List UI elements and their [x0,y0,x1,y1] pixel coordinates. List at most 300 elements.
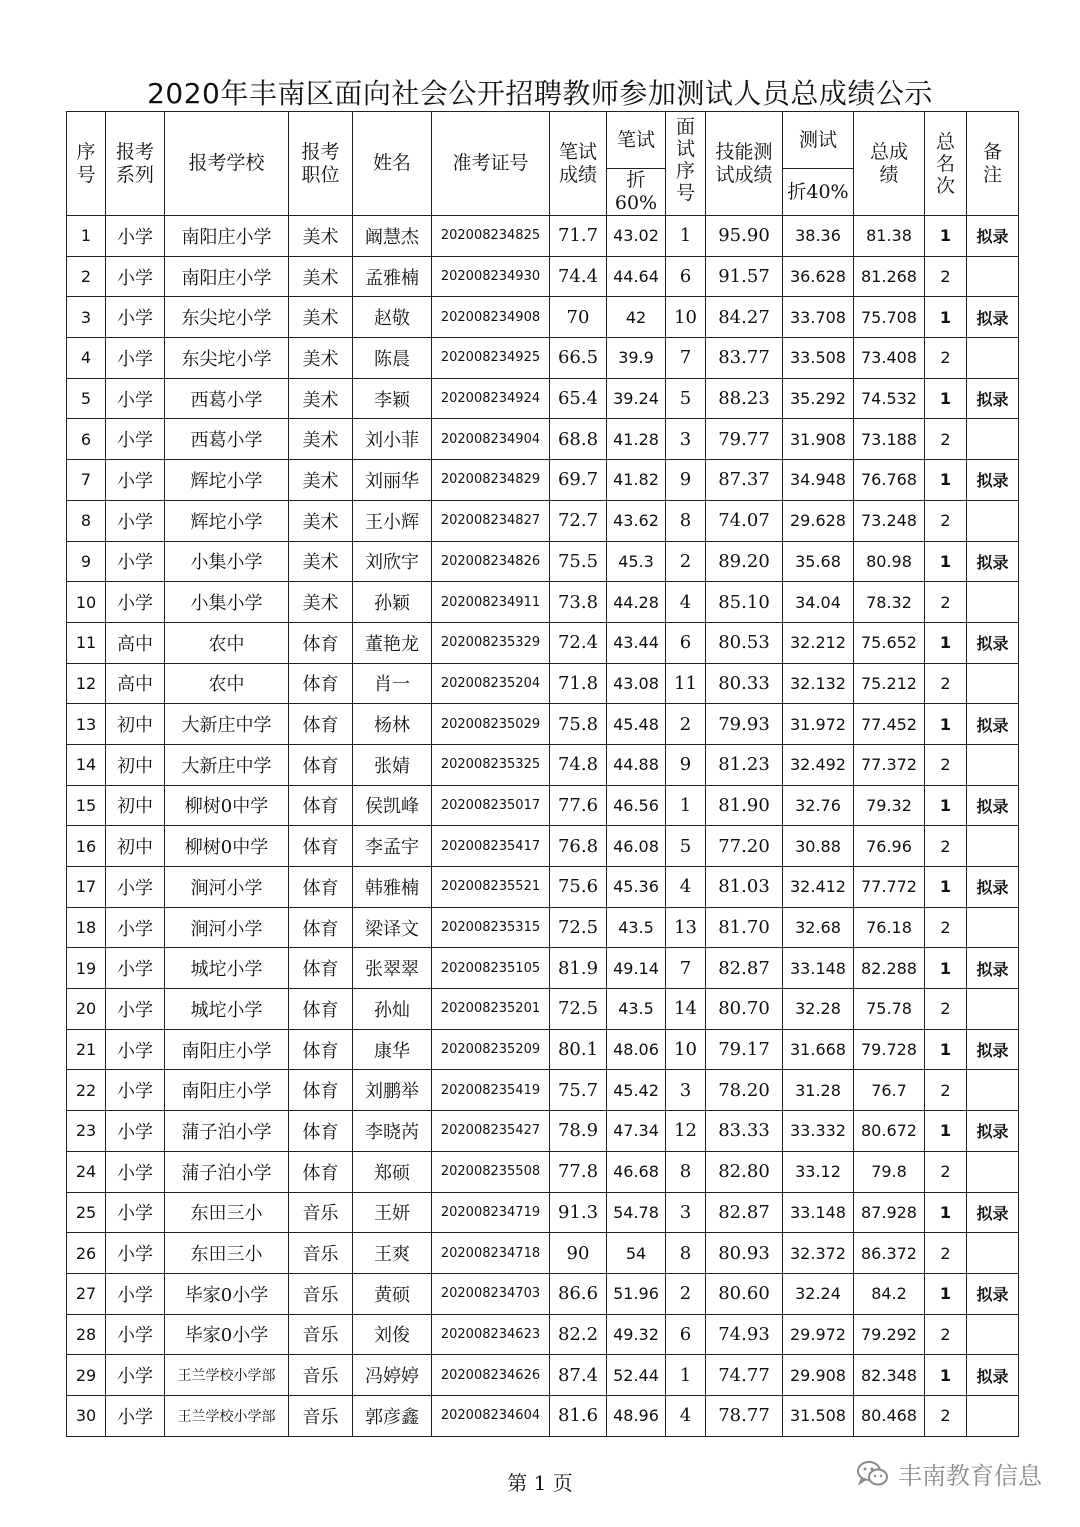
written-score-cell: 69.7 [550,460,607,501]
exam-no-cell: 202008234825 [432,216,550,257]
interview-order-cell: 6 [666,1314,706,1355]
written-score-cell: 81.9 [550,948,607,989]
position-cell: 体育 [289,1029,353,1070]
skill-score-cell: 88.23 [706,378,783,419]
total-cell: 77.772 [854,867,925,908]
position-cell: 体育 [289,948,353,989]
test-40-cell: 31.972 [783,704,854,745]
name-cell: 刘小菲 [353,419,432,460]
seq-cell: 27 [67,1273,106,1314]
header-written-score: 笔试成绩 [550,112,607,216]
rank-cell: 1 [925,378,967,419]
test-40-cell: 38.36 [783,216,854,257]
name-cell: 赵敬 [353,297,432,338]
exam-no-cell: 202008235201 [432,989,550,1030]
header-interview-order-text: 面试序号 [675,116,695,204]
seq-cell: 16 [67,826,106,867]
total-cell: 75.212 [854,663,925,704]
skill-score-cell: 80.93 [706,1233,783,1274]
seq-cell: 3 [67,297,106,338]
rank-cell: 2 [925,1151,967,1192]
written-score-cell: 91.3 [550,1192,607,1233]
name-cell: 杨林 [353,704,432,745]
note-cell: 拟录 [967,541,1019,582]
test-40-cell: 34.04 [783,582,854,623]
school-cell: 东田三小 [165,1233,289,1274]
school-cell: 涧河小学 [165,907,289,948]
written-60-cell: 48.96 [607,1395,666,1436]
position-cell: 美术 [289,500,353,541]
seq-cell: 21 [67,1029,106,1070]
note-cell [967,989,1019,1030]
position-cell: 体育 [289,1151,353,1192]
total-cell: 76.18 [854,907,925,948]
note-cell [967,338,1019,379]
wechat-icon [856,1459,890,1489]
position-cell: 美术 [289,378,353,419]
total-cell: 76.96 [854,826,925,867]
interview-order-cell: 4 [666,1395,706,1436]
seq-cell: 30 [67,1395,106,1436]
written-score-cell: 75.8 [550,704,607,745]
total-cell: 76.7 [854,1070,925,1111]
header-interview-order [666,112,706,216]
skill-score-cell: 74.93 [706,1314,783,1355]
exam-no-cell: 202008235508 [432,1151,550,1192]
skill-score-cell: 91.57 [706,256,783,297]
table-row [67,460,1019,501]
written-score-cell: 65.4 [550,378,607,419]
interview-order-cell: 2 [666,704,706,745]
seq-cell: 8 [67,500,106,541]
total-cell: 79.728 [854,1029,925,1070]
table-row [67,1111,1019,1152]
school-cell: 城坨小学 [165,948,289,989]
written-score-cell: 77.8 [550,1151,607,1192]
skill-score-cell: 79.17 [706,1029,783,1070]
interview-order-cell: 1 [666,1355,706,1396]
test-40-cell: 31.28 [783,1070,854,1111]
skill-score-cell: 78.77 [706,1395,783,1436]
name-cell: 郭彦鑫 [353,1395,432,1436]
written-score-cell: 74.8 [550,744,607,785]
watermark [856,1456,1042,1491]
total-cell: 73.188 [854,419,925,460]
total-cell: 80.672 [854,1111,925,1152]
position-cell: 音乐 [289,1314,353,1355]
total-cell: 81.38 [854,216,925,257]
table-row [67,1151,1019,1192]
exam-no-cell: 202008235017 [432,785,550,826]
note-cell [967,1233,1019,1274]
interview-order-cell: 3 [666,1070,706,1111]
header-test: 测试 [783,112,854,169]
department-cell: 小学 [106,1314,165,1355]
written-60-cell: 46.68 [607,1151,666,1192]
exam-no-cell: 202008235325 [432,744,550,785]
skill-score-cell: 84.27 [706,297,783,338]
position-cell: 音乐 [289,1355,353,1396]
seq-cell: 15 [67,785,106,826]
written-score-cell: 80.1 [550,1029,607,1070]
note-cell: 拟录 [967,378,1019,419]
department-cell: 初中 [106,826,165,867]
seq-cell: 10 [67,582,106,623]
note-cell: 拟录 [967,216,1019,257]
table-row [67,867,1019,908]
test-40-cell: 35.68 [783,541,854,582]
department-cell: 小学 [106,1151,165,1192]
written-60-cell: 43.62 [607,500,666,541]
name-cell: 王小辉 [353,500,432,541]
table-row [67,785,1019,826]
written-score-cell: 81.6 [550,1395,607,1436]
written-60-cell: 39.9 [607,338,666,379]
position-cell: 体育 [289,867,353,908]
skill-score-cell: 82.80 [706,1151,783,1192]
table-row [67,1314,1019,1355]
interview-order-cell: 1 [666,216,706,257]
seq-cell: 29 [67,1355,106,1396]
rank-cell: 1 [925,1273,967,1314]
department-cell: 小学 [106,1233,165,1274]
department-cell: 小学 [106,1273,165,1314]
test-40-cell: 32.212 [783,622,854,663]
written-score-cell: 78.9 [550,1111,607,1152]
test-40-cell: 31.668 [783,1029,854,1070]
skill-score-cell: 82.87 [706,1192,783,1233]
written-score-cell: 76.8 [550,826,607,867]
department-cell: 小学 [106,1029,165,1070]
rank-cell: 2 [925,907,967,948]
department-cell: 小学 [106,338,165,379]
note-cell [967,1314,1019,1355]
department-cell: 小学 [106,1192,165,1233]
seq-cell: 11 [67,622,106,663]
exam-no-cell: 202008235029 [432,704,550,745]
exam-no-cell: 202008235419 [432,1070,550,1111]
rank-cell: 1 [925,1111,967,1152]
total-cell: 73.408 [854,338,925,379]
department-cell: 小学 [106,216,165,257]
total-cell: 75.708 [854,297,925,338]
interview-order-cell: 13 [666,907,706,948]
total-cell: 84.2 [854,1273,925,1314]
table-row [67,419,1019,460]
note-cell: 拟录 [967,1273,1019,1314]
header-department: 报考系列 [106,112,165,216]
exam-no-cell: 202008234924 [432,378,550,419]
test-40-cell: 32.412 [783,867,854,908]
position-cell: 音乐 [289,1233,353,1274]
exam-no-cell: 202008234826 [432,541,550,582]
table-row [67,948,1019,989]
skill-score-cell: 81.03 [706,867,783,908]
total-cell: 77.452 [854,704,925,745]
header-name: 姓名 [353,112,432,216]
table-row [67,622,1019,663]
note-cell [967,582,1019,623]
interview-order-cell: 10 [666,1029,706,1070]
skill-score-cell: 81.23 [706,744,783,785]
table-row [67,1395,1019,1436]
school-cell: 南阳庄小学 [165,1029,289,1070]
skill-score-cell: 83.77 [706,338,783,379]
test-40-cell: 32.24 [783,1273,854,1314]
skill-score-cell: 74.07 [706,500,783,541]
note-cell: 拟录 [967,622,1019,663]
test-40-cell: 35.292 [783,378,854,419]
total-cell: 80.98 [854,541,925,582]
table-row [67,500,1019,541]
written-score-cell: 72.4 [550,622,607,663]
total-cell: 76.768 [854,460,925,501]
name-cell: 郑硕 [353,1151,432,1192]
exam-no-cell: 202008235315 [432,907,550,948]
school-cell: 柳树0中学 [165,785,289,826]
skill-score-cell: 80.33 [706,663,783,704]
department-cell: 小学 [106,1111,165,1152]
name-cell: 韩雅楠 [353,867,432,908]
name-cell: 董艳龙 [353,622,432,663]
name-cell: 李颖 [353,378,432,419]
written-score-cell: 72.5 [550,907,607,948]
seq-cell: 22 [67,1070,106,1111]
note-cell: 拟录 [967,1029,1019,1070]
interview-order-cell: 9 [666,460,706,501]
department-cell: 小学 [106,460,165,501]
name-cell: 康华 [353,1029,432,1070]
written-60-cell: 49.32 [607,1314,666,1355]
position-cell: 美术 [289,338,353,379]
exam-no-cell: 202008234829 [432,460,550,501]
name-cell: 刘欣宇 [353,541,432,582]
department-cell: 小学 [106,419,165,460]
header-written: 笔试 [607,112,666,169]
written-score-cell: 86.6 [550,1273,607,1314]
school-cell: 东尖坨小学 [165,338,289,379]
school-cell: 辉坨小学 [165,500,289,541]
table-row [67,1192,1019,1233]
test-40-cell: 33.708 [783,297,854,338]
rank-cell: 2 [925,419,967,460]
interview-order-cell: 6 [666,622,706,663]
name-cell: 肖一 [353,663,432,704]
school-cell: 涧河小学 [165,867,289,908]
written-60-cell: 52.44 [607,1355,666,1396]
written-60-cell: 43.5 [607,907,666,948]
school-cell: 王兰学校小学部 [165,1395,289,1436]
interview-order-cell: 5 [666,826,706,867]
exam-no-cell: 202008235521 [432,867,550,908]
skill-score-cell: 89.20 [706,541,783,582]
skill-score-cell: 81.70 [706,907,783,948]
total-cell: 79.292 [854,1314,925,1355]
total-cell: 75.78 [854,989,925,1030]
skill-score-cell: 82.87 [706,948,783,989]
test-40-cell: 33.148 [783,948,854,989]
written-score-cell: 72.5 [550,989,607,1030]
total-cell: 74.532 [854,378,925,419]
written-60-cell: 44.64 [607,256,666,297]
table-row [67,541,1019,582]
name-cell: 王爽 [353,1233,432,1274]
rank-cell: 1 [925,948,967,989]
interview-order-cell: 4 [666,582,706,623]
total-cell: 80.468 [854,1395,925,1436]
written-60-cell: 39.24 [607,378,666,419]
school-cell: 西葛小学 [165,378,289,419]
written-60-cell: 45.48 [607,704,666,745]
position-cell: 体育 [289,785,353,826]
total-cell: 86.372 [854,1233,925,1274]
rank-cell: 1 [925,1192,967,1233]
rank-cell: 2 [925,1314,967,1355]
written-60-cell: 42 [607,297,666,338]
skill-score-cell: 80.60 [706,1273,783,1314]
department-cell: 初中 [106,744,165,785]
department-cell: 初中 [106,785,165,826]
department-cell: 小学 [106,948,165,989]
written-60-cell: 43.02 [607,216,666,257]
rank-cell: 2 [925,338,967,379]
school-cell: 小集小学 [165,541,289,582]
table-row [67,297,1019,338]
interview-order-cell: 1 [666,785,706,826]
table-row [67,744,1019,785]
note-cell: 拟录 [967,785,1019,826]
name-cell: 阚慧杰 [353,216,432,257]
note-cell [967,826,1019,867]
school-cell: 柳树0中学 [165,826,289,867]
written-score-cell: 72.7 [550,500,607,541]
department-cell: 小学 [106,378,165,419]
header-school: 报考学校 [165,112,289,216]
rank-cell: 1 [925,297,967,338]
department-cell: 高中 [106,622,165,663]
rank-cell: 2 [925,1233,967,1274]
rank-cell: 2 [925,826,967,867]
written-score-cell: 90 [550,1233,607,1274]
name-cell: 王妍 [353,1192,432,1233]
rank-cell: 1 [925,541,967,582]
written-60-cell: 41.82 [607,460,666,501]
note-cell [967,744,1019,785]
rank-cell: 2 [925,744,967,785]
name-cell: 黄硕 [353,1273,432,1314]
results-body [67,216,1019,1437]
skill-score-cell: 80.70 [706,989,783,1030]
interview-order-cell: 11 [666,663,706,704]
exam-no-cell: 202008235427 [432,1111,550,1152]
interview-order-cell: 8 [666,1151,706,1192]
position-cell: 体育 [289,622,353,663]
interview-order-cell: 14 [666,989,706,1030]
interview-order-cell: 3 [666,419,706,460]
written-score-cell: 74.4 [550,256,607,297]
name-cell: 刘俊 [353,1314,432,1355]
total-cell: 75.652 [854,622,925,663]
interview-order-cell: 7 [666,338,706,379]
written-score-cell: 71.8 [550,663,607,704]
table-row [67,256,1019,297]
seq-cell: 26 [67,1233,106,1274]
school-cell: 毕家0小学 [165,1273,289,1314]
skill-score-cell: 74.77 [706,1355,783,1396]
note-cell [967,256,1019,297]
department-cell: 小学 [106,500,165,541]
header-rank [925,112,967,216]
note-cell [967,419,1019,460]
seq-cell: 19 [67,948,106,989]
seq-cell: 13 [67,704,106,745]
note-cell: 拟录 [967,948,1019,989]
total-cell: 78.32 [854,582,925,623]
rank-cell: 2 [925,256,967,297]
skill-score-cell: 79.77 [706,419,783,460]
header-position: 报考职位 [289,112,353,216]
seq-cell: 1 [67,216,106,257]
header-note: 备注 [967,112,1019,216]
total-cell: 79.32 [854,785,925,826]
interview-order-cell: 7 [666,948,706,989]
note-cell [967,907,1019,948]
total-cell: 82.288 [854,948,925,989]
interview-order-cell: 8 [666,500,706,541]
interview-order-cell: 10 [666,297,706,338]
skill-score-cell: 78.20 [706,1070,783,1111]
name-cell: 张婧 [353,744,432,785]
position-cell: 体育 [289,1111,353,1152]
table-row [67,989,1019,1030]
department-cell: 小学 [106,541,165,582]
interview-order-cell: 6 [666,256,706,297]
header-written-60: 折60% [607,169,666,216]
exam-no-cell: 202008235209 [432,1029,550,1070]
total-cell: 77.372 [854,744,925,785]
school-cell: 西葛小学 [165,419,289,460]
written-score-cell: 66.5 [550,338,607,379]
note-cell: 拟录 [967,1111,1019,1152]
position-cell: 体育 [289,907,353,948]
exam-no-cell: 202008234718 [432,1233,550,1274]
written-score-cell: 82.2 [550,1314,607,1355]
school-cell: 农中 [165,663,289,704]
school-cell: 东田三小 [165,1192,289,1233]
exam-no-cell: 202008234930 [432,256,550,297]
total-cell: 79.8 [854,1151,925,1192]
skill-score-cell: 79.93 [706,704,783,745]
rank-cell: 2 [925,582,967,623]
position-cell: 美术 [289,297,353,338]
written-60-cell: 41.28 [607,419,666,460]
name-cell: 刘鹏举 [353,1070,432,1111]
written-60-cell: 54 [607,1233,666,1274]
note-cell [967,1070,1019,1111]
test-40-cell: 32.68 [783,907,854,948]
header-skill-score: 技能测试成绩 [706,112,783,216]
total-cell: 73.248 [854,500,925,541]
exam-no-cell: 202008234925 [432,338,550,379]
school-cell: 大新庄中学 [165,704,289,745]
name-cell: 侯凯峰 [353,785,432,826]
school-cell: 城坨小学 [165,989,289,1030]
skill-score-cell: 83.33 [706,1111,783,1152]
test-40-cell: 32.76 [783,785,854,826]
position-cell: 音乐 [289,1192,353,1233]
page-title: 2020年丰南区面向社会公开招聘教师参加测试人员总成绩公示 [147,77,933,110]
table-row [67,1029,1019,1070]
